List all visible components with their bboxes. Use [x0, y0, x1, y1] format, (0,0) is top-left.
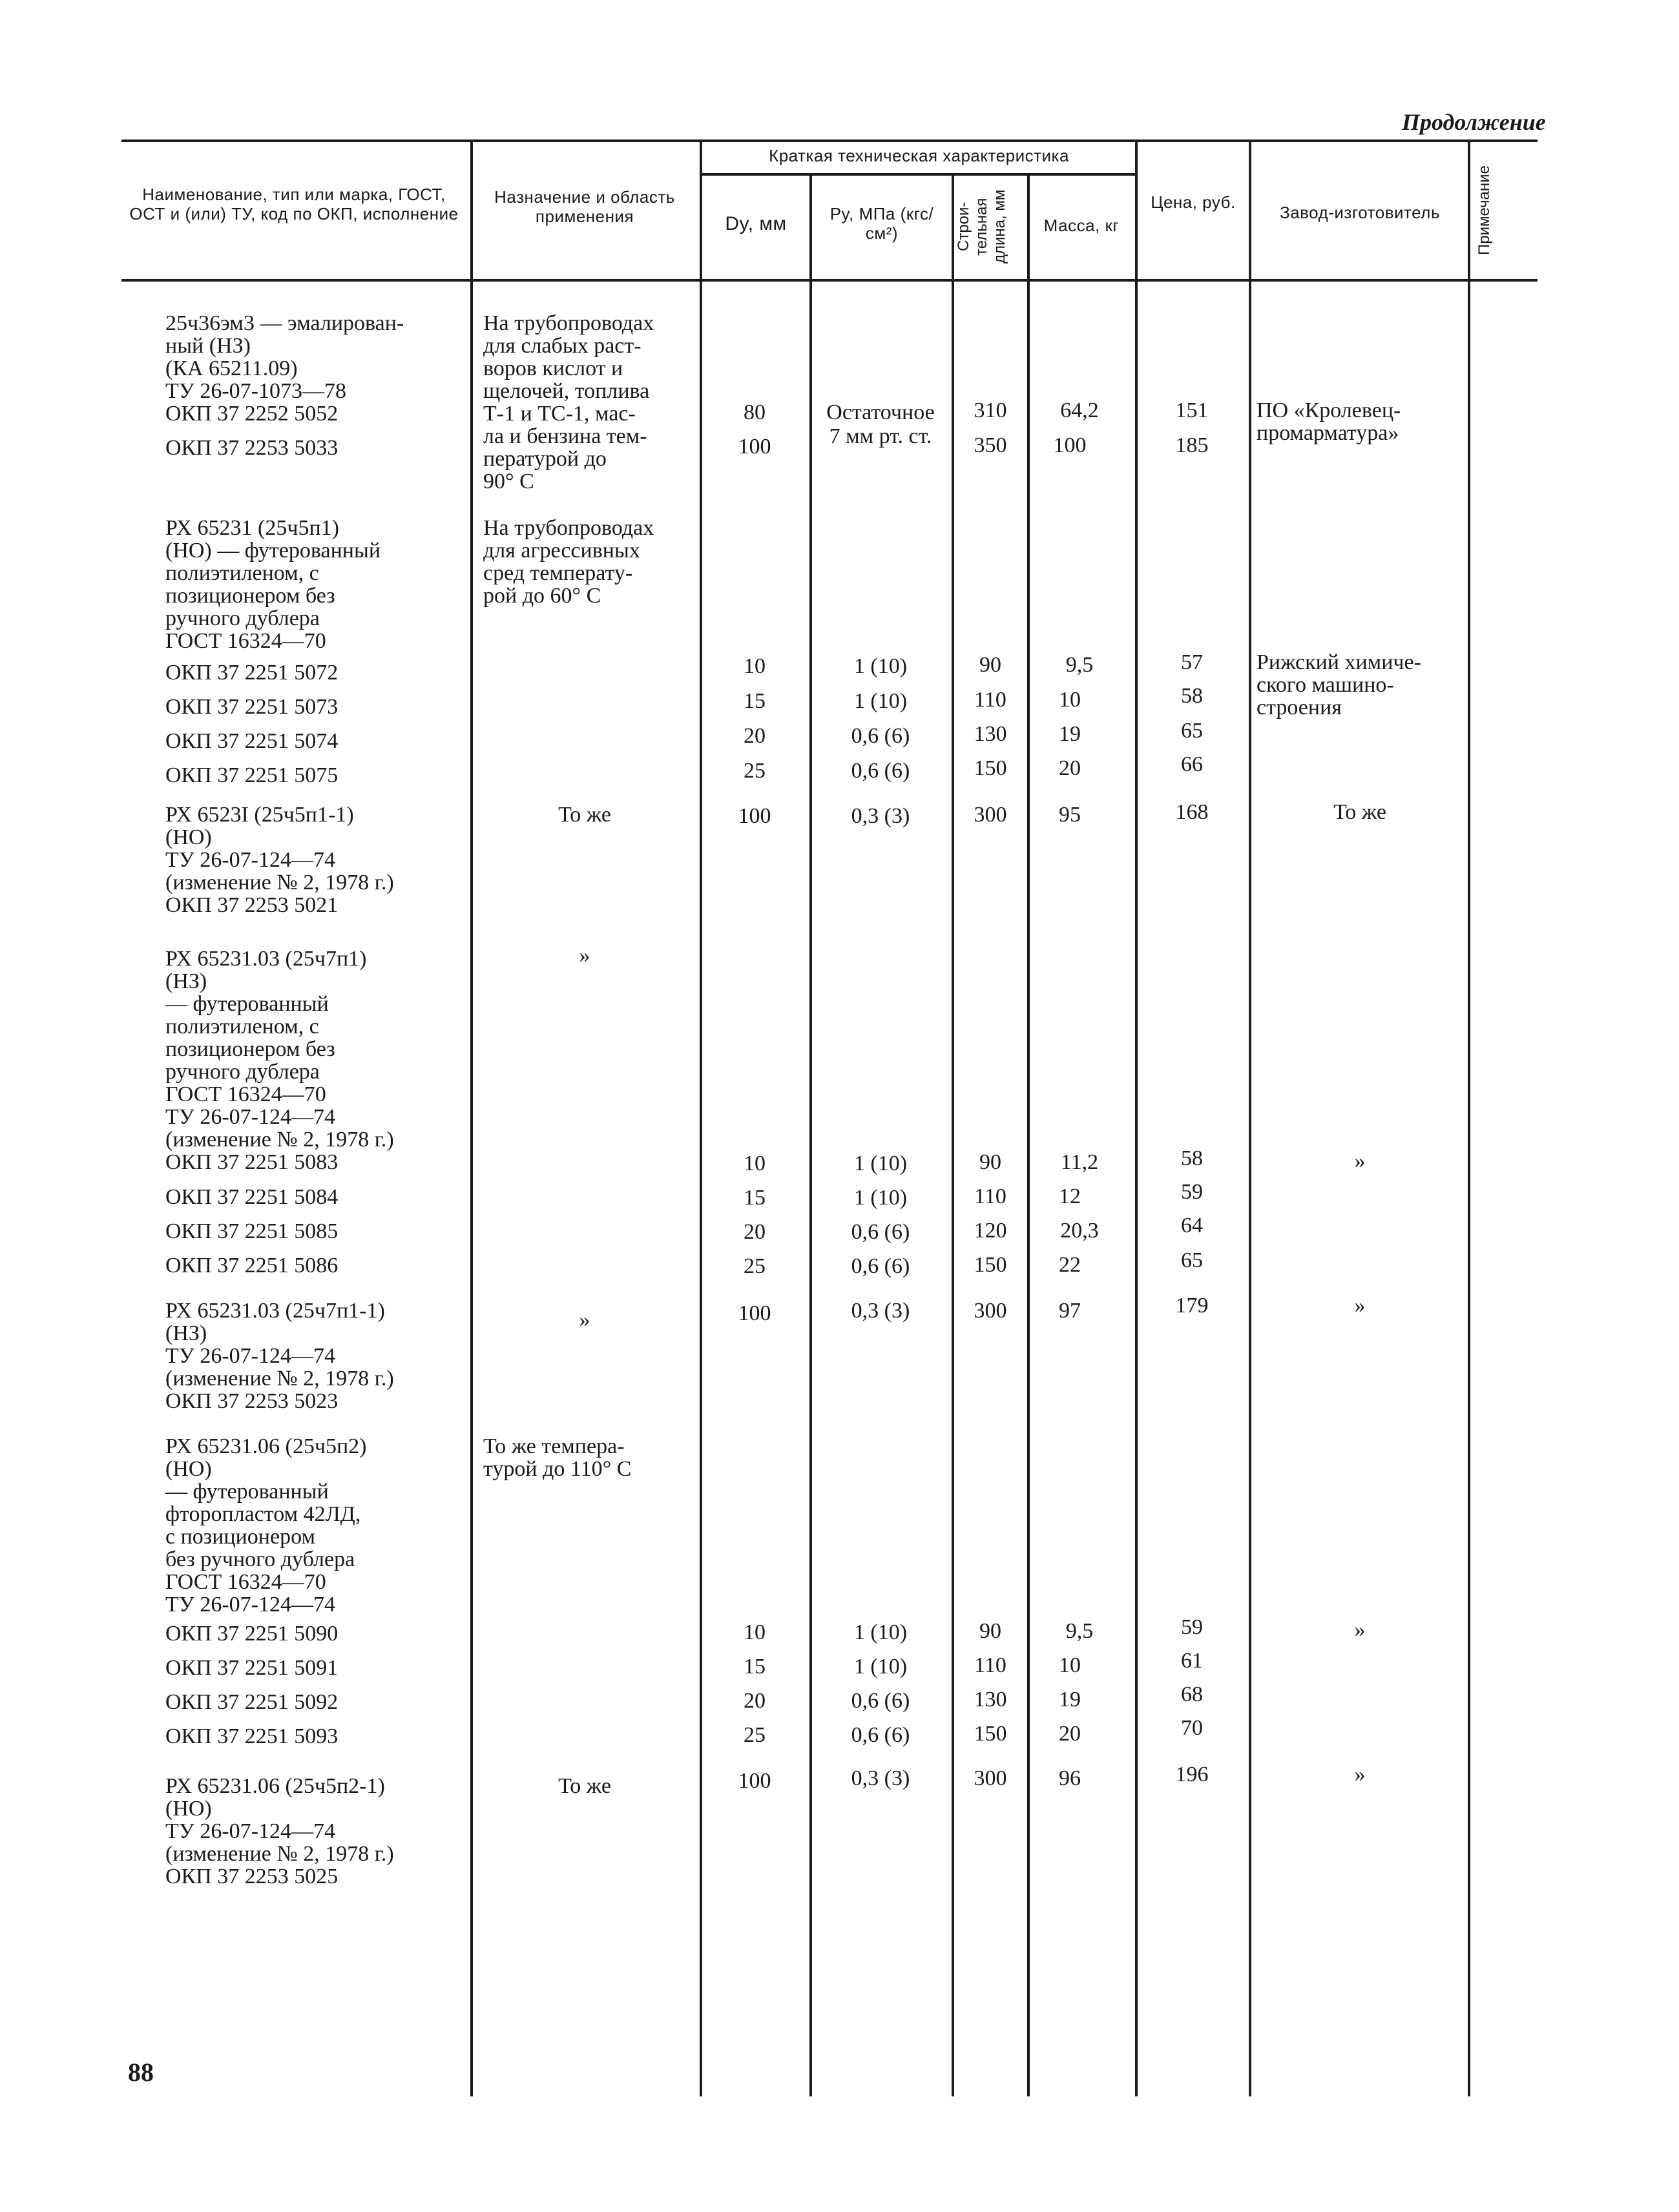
cell-py: 0,3 (3) [851, 804, 910, 828]
cell-dy: 25 [744, 759, 766, 783]
entry-name-line: РХ 65231 (25ч5п1) [165, 516, 339, 540]
cell-py: 0,3 (3) [851, 1299, 910, 1323]
entry-name-line: РХ 65231.06 (25ч5п2) [165, 1434, 367, 1458]
cell-price: 64 [1181, 1214, 1203, 1237]
continuation-label: Продолжение [1402, 109, 1546, 135]
cell-length: 110 [974, 1184, 1006, 1208]
cell-py: 1 (10) [853, 654, 908, 678]
entry-name-line: ОКП 37 2253 5023 [165, 1389, 339, 1413]
cell-py: 1 (10) [853, 1620, 908, 1644]
entry-purpose-line: 90° С [483, 470, 534, 493]
entry-name-line: (НЗ) [165, 969, 207, 993]
entry-purpose-line: рой до 60° С [483, 584, 601, 608]
entry-name-line: (НЗ) [165, 1321, 207, 1345]
cell-length: 130 [974, 722, 1007, 746]
entry-name-line: ОКП 37 2251 5090 [165, 1622, 339, 1646]
cell-price: 57 [1181, 650, 1203, 674]
cell-dy: 10 [744, 1620, 766, 1644]
header-dy: Dy, мм [725, 213, 787, 234]
entry-name-line: — футерованный [165, 992, 329, 1016]
entry-name-line: ГОСТ 16324—70 [165, 1570, 326, 1594]
entry-name-line: ОКП 37 2251 5093 [165, 1724, 339, 1748]
entry-purpose-line: На трубопроводах [483, 311, 654, 335]
cell-length: 130 [974, 1688, 1007, 1711]
cell-py: 0,6 (6) [851, 759, 910, 783]
cell-dy: 100 [738, 1769, 771, 1793]
cell-mass: 20 [1059, 756, 1081, 780]
entry-name-line: РХ 6523I (25ч5п1-1) [165, 803, 354, 827]
cell-mass: 12 [1059, 1184, 1081, 1208]
cell-py: 0,6 (6) [851, 1254, 910, 1278]
entry-name-line: ТУ 26-07-124—74 [165, 1105, 335, 1129]
entry-name-line: ОКП 37 2251 5092 [165, 1690, 339, 1714]
entry-purpose-line: для слабых раст- [483, 334, 641, 358]
cell-length: 90 [979, 653, 1001, 677]
entry-name-line: ОКП 37 2253 5025 [165, 1865, 339, 1888]
entry-purpose-line: На трубопроводах [483, 516, 654, 540]
cell-mass: 20 [1059, 1722, 1081, 1746]
entry-name-line: фторопластом 42ЛД, [165, 1502, 361, 1526]
entry-purpose-line: ла и бензина тем- [483, 424, 647, 448]
table-top-rule [121, 140, 1538, 142]
cell-py: 0,6 (6) [851, 724, 910, 748]
entry-name-line: ОКП 37 2253 5021 [165, 893, 339, 917]
entry-purpose: То же [558, 1774, 611, 1798]
header-price: Цена, руб. [1151, 192, 1236, 212]
entry-name-line: ГОСТ 16324—70 [165, 629, 326, 653]
entry-name-line: РХ 65231.03 (25ч7п1-1) [165, 1299, 385, 1323]
entry-maker: То же [1333, 800, 1386, 824]
cell-py: Остаточное [826, 400, 935, 424]
column-rule-5 [1027, 173, 1030, 2096]
cell-mass: 11,2 [1060, 1150, 1099, 1174]
entry-name-line: 25ч36эм3 — эмалирован- [165, 311, 404, 335]
cell-py: 1 (10) [853, 689, 908, 713]
entry-maker-line: ского машино- [1257, 673, 1394, 697]
entry-name-line: ный (НЗ) [165, 334, 251, 358]
cell-dy: 10 [744, 654, 766, 678]
cell-price: 179 [1175, 1294, 1209, 1318]
header-mass: Масса, кг [1043, 216, 1120, 235]
column-rule-2 [700, 140, 702, 2096]
entry-name-line: (НО) [165, 1797, 212, 1821]
entry-maker: » [1354, 1294, 1366, 1318]
entry-name-line: без ручного дублера [165, 1547, 355, 1571]
entry-purpose: » [579, 1308, 590, 1332]
entry-maker: » [1354, 1149, 1366, 1173]
cell-dy: 15 [744, 689, 766, 713]
entry-name-line: РХ 65231.06 (25ч5п2-1) [165, 1774, 385, 1798]
cell-py: 7 мм рт. ст. [829, 424, 932, 448]
cell-length: 90 [979, 1619, 1001, 1643]
cell-py: 0,6 (6) [851, 1220, 910, 1244]
cell-price: 65 [1181, 719, 1203, 743]
header-maker: Завод-изготовитель [1280, 203, 1440, 222]
entry-name-line: ОКП 37 2251 5074 [165, 729, 339, 753]
cell-py: 0,3 (3) [851, 1766, 910, 1790]
cell-price: 61 [1181, 1649, 1203, 1673]
entry-name-line: ОКП 37 2251 5075 [165, 763, 339, 787]
cell-mass: 20,3 [1060, 1219, 1099, 1243]
cell-dy: 20 [744, 724, 766, 748]
tech-header-underline [701, 173, 1137, 176]
entry-name-line: (НО) — футерованный [165, 539, 381, 563]
entry-purpose-line: сред температу- [483, 561, 633, 585]
cell-mass: 100 [1053, 433, 1087, 457]
column-rule-4 [952, 173, 954, 2096]
entry-purpose-line: пературой до [483, 447, 607, 471]
entry-name-line: (изменение № 2, 1978 г.) [165, 1367, 394, 1390]
entry-name-line: ОКП 37 2251 5085 [165, 1219, 339, 1243]
cell-dy: 25 [744, 1254, 766, 1278]
cell-price: 196 [1175, 1762, 1209, 1786]
entry-name-line: (изменение № 2, 1978 г.) [165, 1128, 394, 1152]
header-tech: Краткая техническая характеристика [769, 146, 1069, 165]
entry-name-line: ОКП 37 2251 5091 [165, 1656, 339, 1680]
cell-price: 59 [1181, 1615, 1203, 1639]
entry-maker-line: промарматура» [1257, 421, 1399, 445]
cell-mass: 19 [1059, 1688, 1081, 1711]
cell-price: 66 [1181, 752, 1203, 776]
cell-price: 151 [1175, 398, 1209, 422]
entry-purpose-line: Т-1 и ТС-1, мас- [483, 402, 636, 426]
entry-name-line: позиционером без [165, 584, 335, 608]
entry-name-line: ОКП 37 2253 5033 [165, 436, 339, 460]
entry-purpose-line: То же темпера- [483, 1434, 625, 1458]
page-number: 88 [128, 2058, 154, 2087]
cell-py: 1 (10) [853, 1186, 908, 1210]
column-rule-6 [1135, 140, 1138, 2096]
cell-length: 300 [974, 1766, 1007, 1790]
entry-name-line: с позиционером [165, 1525, 315, 1549]
cell-mass: 9,5 [1065, 1619, 1094, 1643]
entry-name-line: ручного дублера [165, 1060, 320, 1084]
cell-length: 150 [974, 756, 1007, 780]
cell-mass: 22 [1059, 1253, 1081, 1277]
cell-py: 0,6 (6) [851, 1723, 910, 1747]
header-note: Примечание [1476, 165, 1493, 256]
cell-mass: 96 [1059, 1766, 1081, 1790]
cell-price: 65 [1181, 1248, 1203, 1272]
entry-purpose: То же [558, 803, 611, 827]
cell-length: 350 [974, 433, 1007, 457]
entry-name-line: позиционером без [165, 1037, 335, 1061]
cell-dy: 15 [744, 1186, 766, 1210]
entry-name-line: — футерованный [165, 1480, 329, 1504]
cell-dy: 80 [744, 400, 766, 424]
cell-length: 110 [974, 1653, 1006, 1677]
cell-dy: 25 [744, 1723, 766, 1747]
entry-name-line: полиэтиленом, с [165, 1015, 319, 1039]
entry-name-line: ОКП 37 2251 5084 [165, 1185, 339, 1209]
header-purpose: Назначение и область применения [494, 187, 675, 226]
cell-price: 70 [1181, 1716, 1203, 1740]
cell-length: 300 [974, 803, 1007, 827]
cell-price: 68 [1181, 1682, 1203, 1706]
cell-py: 0,6 (6) [851, 1689, 910, 1713]
cell-mass: 97 [1059, 1299, 1081, 1323]
header-bottom-rule [121, 279, 1538, 282]
cell-price: 185 [1175, 433, 1209, 457]
cell-length: 150 [974, 1722, 1007, 1746]
entry-maker-line: строения [1257, 696, 1342, 719]
cell-dy: 20 [744, 1689, 766, 1713]
cell-price: 58 [1181, 684, 1203, 708]
cell-dy: 20 [744, 1220, 766, 1244]
cell-price: 58 [1181, 1146, 1203, 1170]
cell-mass: 19 [1059, 722, 1081, 746]
cell-length: 90 [979, 1150, 1001, 1174]
entry-maker: » [1354, 1762, 1366, 1786]
header-length: Строи-тельная длина, мм [955, 189, 1008, 264]
entry-purpose-line: щелочей, топлива [483, 379, 650, 403]
cell-mass: 64,2 [1060, 398, 1099, 422]
cell-dy: 10 [744, 1152, 766, 1175]
entry-name-line: ТУ 26-07-124—74 [165, 848, 335, 872]
cell-length: 310 [974, 398, 1007, 422]
entry-name-line: РХ 65231.03 (25ч7п1) [165, 947, 367, 971]
cell-mass: 10 [1059, 688, 1081, 712]
entry-name-line: ОКП 37 2251 5086 [165, 1254, 339, 1277]
entry-name-line: ТУ 26-07-124—74 [165, 1819, 335, 1843]
cell-price: 168 [1175, 800, 1209, 824]
cell-dy: 100 [738, 1301, 771, 1325]
entry-name-line: ОКП 37 2251 5083 [165, 1150, 339, 1174]
entry-name-line: ТУ 26-07-124—74 [165, 1344, 335, 1368]
entry-name-line: ОКП 37 2252 5052 [165, 402, 339, 426]
entry-name-line: полиэтиленом, с [165, 561, 319, 585]
header-py: Py, МПа (кгс/см²) [829, 204, 934, 243]
cell-py: 1 (10) [853, 1152, 908, 1175]
entry-name-line: (НО) [165, 825, 212, 849]
entry-purpose: » [579, 944, 590, 967]
entry-purpose-line: воров кислот и [483, 357, 623, 380]
entry-name-line: ручного дублера [165, 606, 320, 630]
entry-name-line: ОКП 37 2251 5072 [165, 661, 339, 685]
column-rule-7 [1249, 140, 1251, 2096]
entry-maker-line: Рижский химиче- [1257, 650, 1421, 674]
entry-name-line: ТУ 26-07-1073—78 [165, 379, 346, 403]
entry-name-line: (изменение № 2, 1978 г.) [165, 1842, 394, 1866]
entry-name-line: ТУ 26-07-124—74 [165, 1593, 335, 1617]
cell-py: 1 (10) [853, 1655, 908, 1679]
cell-length: 300 [974, 1299, 1007, 1323]
entry-name-line: (КА 65211.09) [165, 357, 298, 380]
entry-name-line: (изменение № 2, 1978 г.) [165, 871, 394, 894]
entry-maker-line: ПО «Кролевец- [1257, 398, 1401, 422]
entry-purpose-line: турой до 110° С [483, 1457, 632, 1481]
cell-dy: 100 [738, 435, 771, 459]
cell-price: 59 [1181, 1180, 1203, 1204]
entry-name-line: ГОСТ 16324—70 [165, 1082, 326, 1106]
cell-dy: 100 [738, 804, 771, 828]
cell-length: 150 [974, 1253, 1007, 1277]
entry-name-line: (НО) [165, 1457, 212, 1481]
entry-maker: » [1354, 1618, 1366, 1642]
column-rule-1 [470, 140, 473, 2096]
cell-length: 120 [974, 1219, 1007, 1243]
cell-mass: 9,5 [1065, 653, 1094, 677]
entry-name-line: ОКП 37 2251 5073 [165, 695, 339, 719]
cell-length: 110 [974, 688, 1006, 712]
cell-mass: 10 [1059, 1653, 1081, 1677]
cell-dy: 15 [744, 1655, 766, 1679]
cell-mass: 95 [1059, 803, 1081, 827]
header-name: Наименование, тип или марка, ГОСТ, ОСТ и (или) ТУ, код по ОКП, исполнение [129, 185, 459, 223]
column-rule-3 [809, 173, 812, 2096]
entry-purpose-line: для агрессивных [483, 539, 640, 563]
column-rule-8 [1468, 140, 1470, 2096]
